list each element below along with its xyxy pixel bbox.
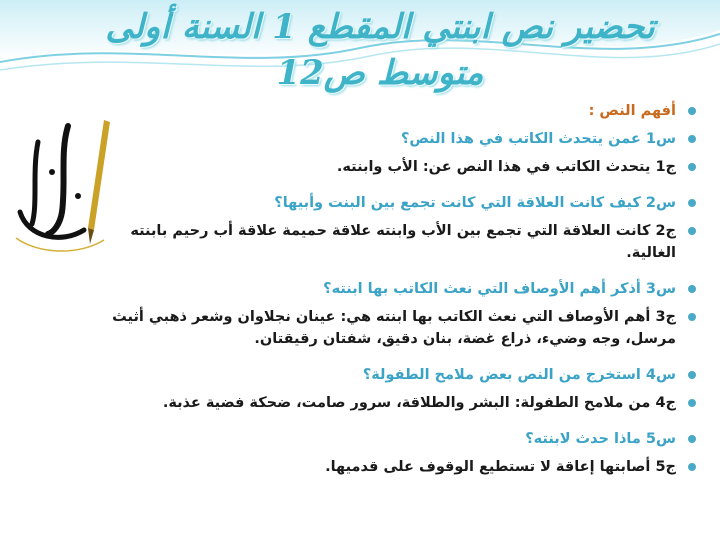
bullet-icon [688, 313, 696, 321]
bullet-icon [688, 285, 696, 293]
title-line-1: تحضير نص ابنتي المقطع 1 السنة أولى [105, 7, 655, 47]
answer-5: ج5 أصابتها إعاقة لا تستطيع الوقوف على قدميها. [86, 456, 696, 478]
content-area [86, 94, 696, 478]
section-heading: أفهم النص : [86, 100, 696, 122]
bullet-icon [688, 163, 696, 171]
question-3: س3 أذكر أهم الأوصاف التي نعث الكاتب بها ابنته؟ [86, 278, 696, 300]
bullet-icon [688, 399, 696, 407]
bullet-icon [688, 463, 696, 471]
bullet-icon [688, 135, 696, 143]
answer-1: ج1 يتحدث الكاتب في هذا النص عن: الأب وابنته. [86, 156, 696, 178]
question-5: س5 ماذا حدث لابنته؟ [86, 428, 696, 450]
bullet-icon [688, 107, 696, 115]
bullet-icon [688, 227, 696, 235]
title-line-2: متوسط ص12 [276, 53, 484, 93]
question-2: س2 كيف كانت العلاقة التي كانت تجمع بين البنت وأبيها؟ [86, 192, 696, 214]
bullet-icon [688, 435, 696, 443]
answer-2: ج2 كانت العلاقة التي تجمع بين الأب وابنته علاقة حميمة علاقة أب رحيم بابنته الغالية. [86, 220, 696, 264]
bullet-icon [688, 199, 696, 207]
page-title [60, 4, 700, 96]
answer-4: ج4 من ملامح الطفولة: البشر والطلاقة، سرور صامت، ضحكة فضية عذبة. [86, 392, 696, 414]
answer-3: ج3 أهم الأوصاف التي نعث الكاتب بها ابنته هي: عينان نجلاوان وشعر ذهبي أثيث مرسل، وجه وضيء، ذراع غضة، بنان دقيق، شفتان رقيقتان. [86, 306, 696, 350]
question-1: س1 عمن يتحدث الكاتب في هذا النص؟ [86, 128, 696, 150]
bullet-icon [688, 371, 696, 379]
question-4: س4 استخرج من النص بعض ملامح الطفولة؟ [86, 364, 696, 386]
